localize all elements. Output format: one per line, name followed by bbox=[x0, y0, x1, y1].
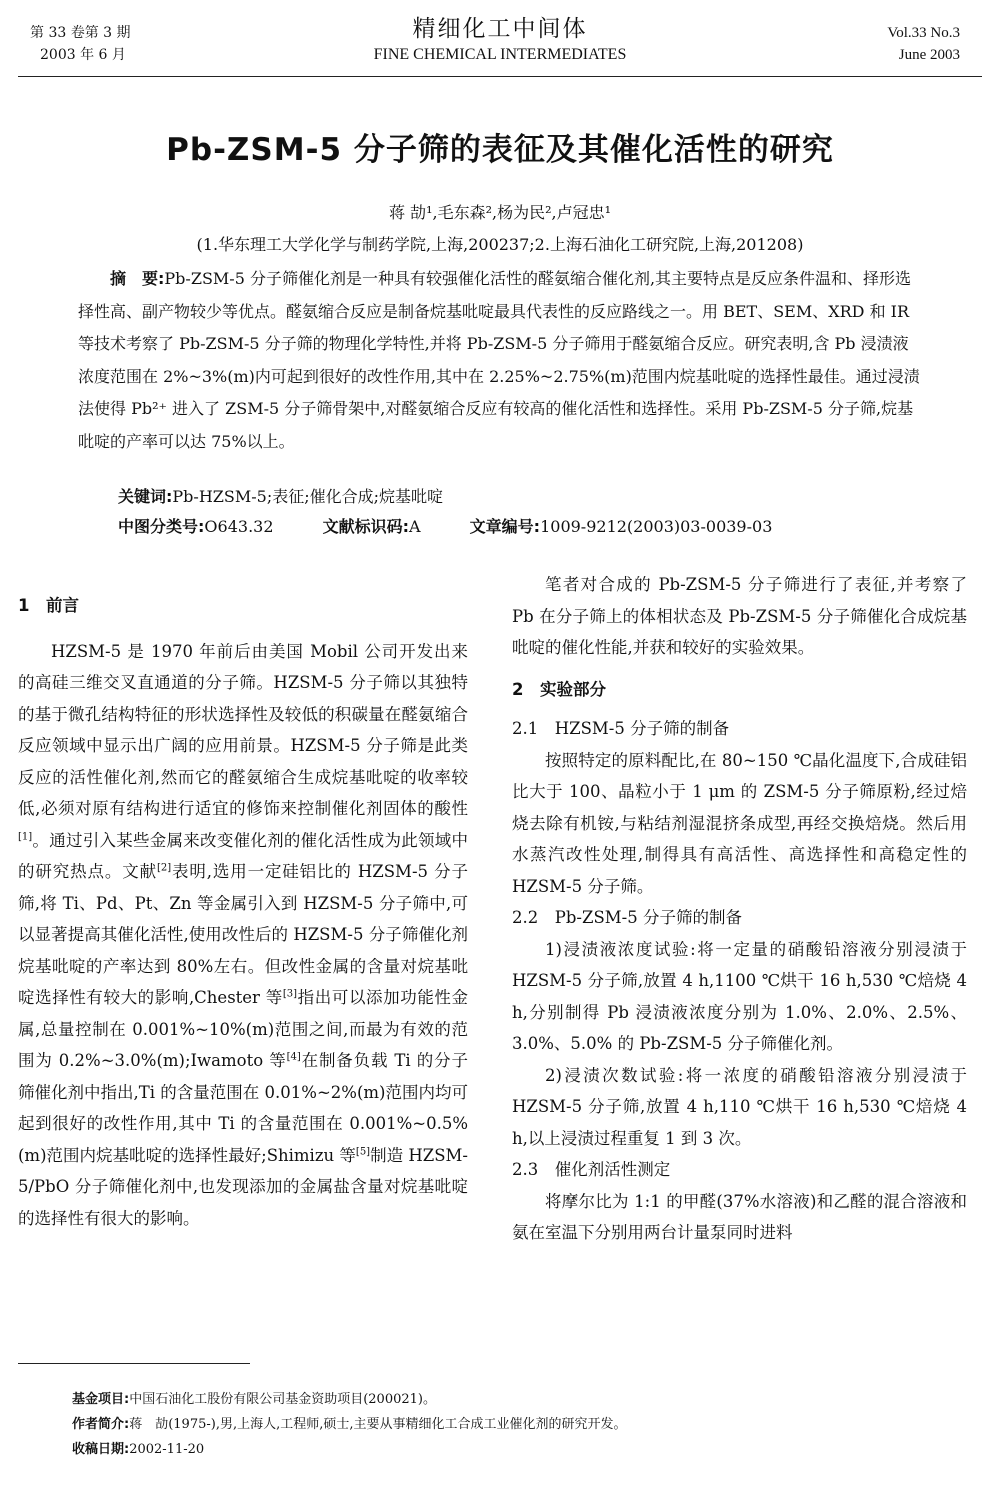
clc-label: 中图分类号: bbox=[118, 517, 205, 536]
doc-code-label: 文献标识码: bbox=[322, 517, 410, 536]
intro-text-2: 。通过引入某些金属来改变催化剂的催化活性成为此领域中的研究热点。文献 bbox=[18, 830, 468, 881]
section-2-3-text: 将摩尔比为 1:1 的甲醛(37%水溶液)和乙醛的混合溶液和氨在室温下分别用两台计量泵同时进料 bbox=[512, 1191, 967, 1242]
date-en: June 2003 bbox=[898, 47, 960, 63]
ref-4: [4] bbox=[286, 1051, 301, 1063]
classification-line bbox=[118, 514, 816, 537]
journal-name-en: FINE CHEMICAL INTERMEDIATES bbox=[373, 46, 627, 63]
intro-text-4: 指出可以添加功能性金属,总量控制在 0.001%~10%(m)范围之间,而最为有效的范围为 0.2%~3.0%(m);Iwamoto 等 bbox=[18, 988, 468, 1070]
keywords-label: 关键词: bbox=[118, 487, 173, 506]
ref-5: [5] bbox=[355, 1146, 371, 1157]
doc-code-value: A bbox=[409, 517, 421, 536]
funding-label: 基金项目: bbox=[72, 1392, 130, 1407]
funding-note bbox=[72, 1387, 627, 1412]
section-2-3-heading: 2.3 催化剂活性测定 bbox=[512, 1160, 671, 1179]
intro-text-3: 表明,选用一定硅铝比的 HZSM-5 分子筛,将 Ti、Pd、Pt、Zn 等金属引入到 HZSM-5 分子筛中,可以显著提高其催化活性,使用改性后的 HZSM-5 分子筛催化剂烷基吡啶的产率达到 80%左右。但改性金属的含量对烷基吡啶选择性有较大的影响,Chester 等 bbox=[18, 862, 468, 1007]
section-1-heading: 1 前言 bbox=[18, 596, 79, 615]
volume-issue-cn: 第 33 卷第 3 期 bbox=[30, 25, 131, 41]
intro-text-1: HZSM-5 是 1970 年前后由美国 Mobil 公司开发出来的高硅三维交叉直通道的分子筛。HZSM-5 分子筛以其独特的基于微孔结构特征的形状选择性及较低的积碳量在醛氨缩合反应领域中显示出广阔的应用前景。HZSM-5 分子筛是此类反应的活性催化剂,然而它的醛氨缩合生成烷基吡啶的收率较低,必须对原有结构进行适宜的修饰来控制催化剂固体的酸性 bbox=[18, 641, 468, 818]
section-2-1-text: 按照特定的原料配比,在 80~150 ℃晶化温度下,合成硅铝比大于 100、晶粒小于 1 μm 的 ZSM-5 分子筛原粉,经过焙烧去除有机铵,与粘结剂湿混挤条成型,再经交换焙烧。然后用水蒸汽改性处理,制得具有高活性、高选择性和高稳定性的 HZSM-5 分子筛。 bbox=[512, 750, 967, 896]
clc-value: O643.32 bbox=[204, 517, 274, 536]
footnotes bbox=[72, 1387, 627, 1462]
received-text: 2002-11-20 bbox=[129, 1442, 205, 1457]
article-no-label: 文章编号: bbox=[469, 517, 541, 536]
footnote-rule bbox=[18, 1363, 250, 1364]
received-label: 收稿日期: bbox=[72, 1442, 130, 1457]
keywords bbox=[118, 484, 443, 507]
section-2-heading: 2 实验部分 bbox=[512, 679, 606, 699]
intro-paragraph bbox=[18, 636, 468, 1235]
header-rule bbox=[18, 76, 982, 77]
funding-text: 中国石油化工股份有限公司基金资助项目(200021)。 bbox=[129, 1392, 436, 1407]
right-column bbox=[512, 569, 967, 1249]
section-2-2-para-2: 2)浸渍次数试验:将一浓度的硝酸铅溶液分别浸渍于 HZSM-5 分子筛,放置 4 h,110 ℃烘干 16 h,530 ℃焙烧 4 h,以上浸渍过程重复 1 到 3 次。 bbox=[512, 1065, 967, 1148]
section-2-2-para-1: 1)浸渍液浓度试验:将一定量的硝酸铅溶液分别浸渍于 HZSM-5 分子筛,放置 4 h,1100 ℃烘干 16 h,530 ℃焙烧 4 h,分别制得 Pb 浸渍液浓度分别为 1.0%、2.0%、2.5%、3.0%、5.0% 的 Pb-ZSM-5 分子筛催化剂。 bbox=[512, 939, 967, 1053]
section-2-2-heading: 2.2 Pb-ZSM-5 分子筛的制备 bbox=[512, 908, 742, 927]
journal-name-cn: 精细化工中间体 bbox=[412, 16, 588, 42]
article-title: Pb-ZSM-5 分子筛的表征及其催化活性的研究 bbox=[166, 132, 834, 168]
author-bio-label: 作者简介: bbox=[72, 1417, 130, 1432]
affiliations: (1.华东理工大学化学与制药学院,上海,200237;2.上海石油化工研究院,上海,201208) bbox=[196, 235, 804, 254]
ref-1: [1] bbox=[18, 831, 33, 842]
author-bio-text: 蒋 劼(1975-),男,上海人,工程师,硕士,主要从事精细化工合成工业催化剂的研究开发。 bbox=[129, 1417, 627, 1432]
abstract bbox=[78, 263, 920, 459]
ref-3: [3] bbox=[282, 988, 298, 1000]
intro-text-6: 制造 HZSM-5/PbO 分子筛催化剂中,也发现添加的金属盐含量对烷基吡啶的选择性有很大的影响。 bbox=[18, 1145, 469, 1228]
volume-issue-en: Vol.33 No.3 bbox=[887, 25, 960, 41]
ref-2: [2] bbox=[156, 862, 172, 874]
issue-info-en bbox=[887, 22, 960, 66]
author-list: 蒋 劼¹,毛东森²,杨为民²,卢冠忠¹ bbox=[388, 203, 611, 222]
journal-name bbox=[0, 14, 1000, 66]
received-date bbox=[72, 1437, 627, 1462]
section-2-1-heading: 2.1 HZSM-5 分子筛的制备 bbox=[512, 719, 730, 738]
article-no-value: 1009-9212(2003)03-0039-03 bbox=[540, 517, 773, 536]
abstract-label: 摘 要: bbox=[110, 269, 165, 288]
date-cn: 2003 年 6 月 bbox=[40, 47, 126, 63]
abstract-text: Pb-ZSM-5 分子筛催化剂是一种具有较强催化活性的醛氨缩合催化剂,其主要特点是反应条件温和、择形选择性高、副产物较少等优点。醛氨缩合反应是制备烷基吡啶最具代表性的反应路线之一。用 BET、SEM、XRD 和 IR 等技术考察了 Pb-ZSM-5 分子筛的物理化学特性,并将 Pb-ZSM-5 分子筛用于醛氨缩合反应。研究表明,含 Pb 浸渍液浓度范围在 2%~3%(m)内可起到很好的改性作用,其中在 2.25%~2.75%(m)范围内烷基吡啶的选择性最佳。通过浸渍法使得 Pb²⁺ 进入了 ZSM-5 分子筛骨架中,对醛氨缩合反应有较高的催化活性和选择性。采用 Pb-ZSM-5 分子筛,烷基吡啶的产率可以达 75%以上。 bbox=[78, 269, 920, 451]
author-bio bbox=[72, 1412, 627, 1437]
intro-text-5: 在制备负载 Ti 的分子筛催化剂中指出,Ti 的含量范围在 0.01%~2%(m)范围内均可起到很好的改性作用,其中 Ti 的含量范围在 0.001%~0.5%(m)范围内烷基吡啶的选择性最好;Shimizu 等 bbox=[18, 1051, 468, 1165]
intro-conclusion-paragraph: 笔者对合成的 Pb-ZSM-5 分子筛进行了表征,并考察了 Pb 在分子筛上的体相状态及 Pb-ZSM-5 分子筛催化合成烷基吡啶的催化性能,并获和较好的实验效果。 bbox=[512, 575, 967, 657]
keywords-text: Pb-HZSM-5;表征;催化合成;烷基吡啶 bbox=[172, 487, 443, 506]
left-column bbox=[18, 590, 468, 1234]
